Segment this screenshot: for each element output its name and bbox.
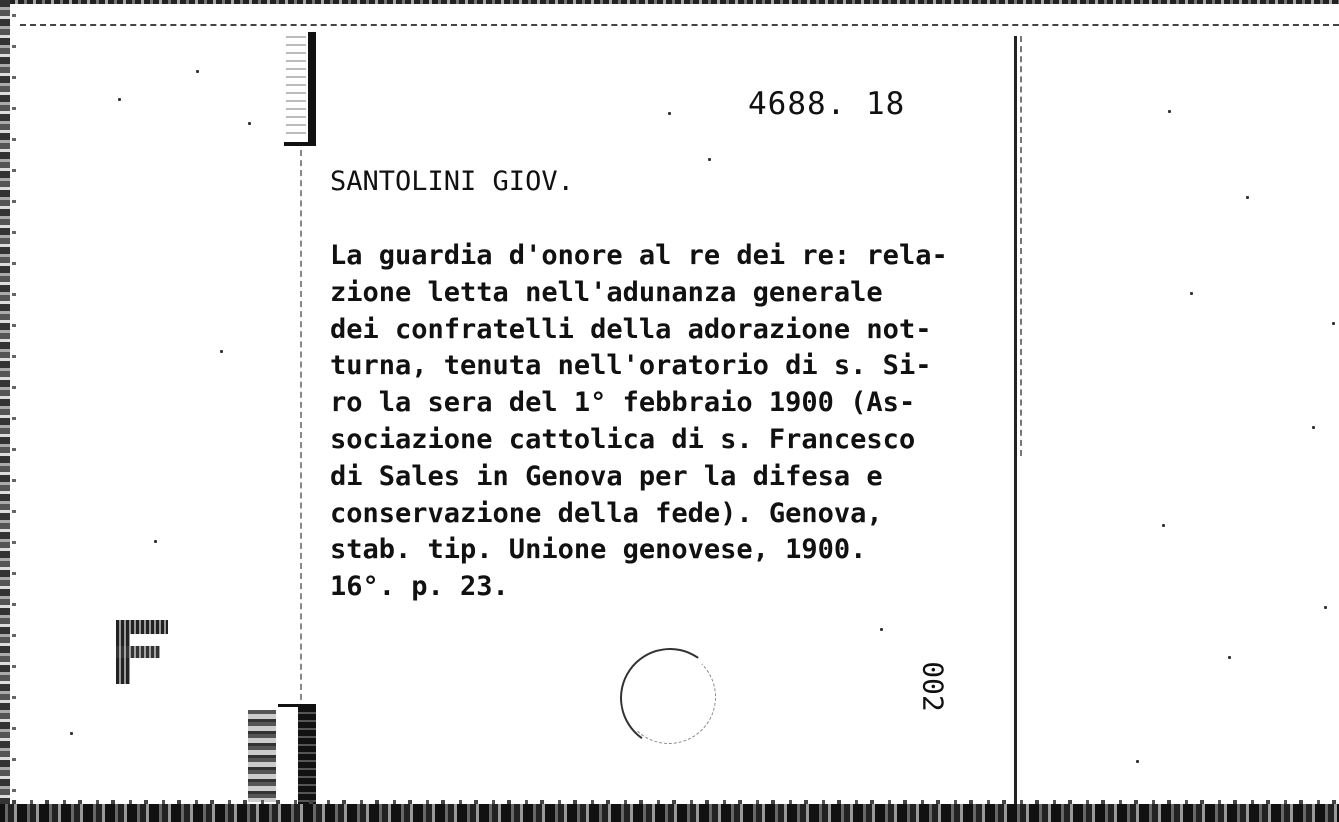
description-line: turna, tenuta nell'oratorio di s. Si- — [330, 350, 932, 382]
scan-left-edge — [0, 0, 10, 822]
speck — [70, 732, 73, 735]
scan-top-edge — [0, 0, 1339, 4]
speck — [1190, 292, 1193, 295]
description-line: stab. tip. Unione genovese, 1900. — [330, 534, 867, 566]
speck — [1312, 426, 1315, 429]
card-top-border — [20, 24, 1339, 26]
description-line: La guardia d'onore al re dei re: rela- — [330, 240, 948, 271]
speck — [118, 98, 121, 101]
call-number: 4688. 18 — [748, 86, 906, 122]
speck — [1324, 606, 1327, 609]
speck — [1136, 760, 1139, 763]
punch-hole-shadow — [622, 650, 716, 744]
speck — [1168, 110, 1171, 113]
author-heading: SANTOLINI GIOV. — [330, 166, 574, 197]
description-line: conservazione della fede). Genova, — [330, 497, 883, 529]
speck — [1332, 322, 1335, 325]
f-marker-icon — [116, 620, 168, 684]
speck — [708, 158, 711, 161]
speck — [248, 122, 251, 125]
description-line: di Sales in Genova per la difesa e — [330, 460, 883, 492]
scan-bottom-edge — [0, 804, 1339, 822]
description-line: sociazione cattolica di s. Francesco — [330, 423, 916, 455]
speck — [1246, 196, 1249, 199]
speck — [196, 70, 199, 73]
speck — [880, 628, 883, 631]
bracket-top-shade — [286, 30, 306, 140]
bracket-top-horizontal — [284, 142, 316, 146]
speck — [668, 112, 671, 115]
description-line: dei confratelli della adorazione not- — [330, 313, 932, 345]
bibliographic-description — [330, 238, 948, 606]
description-line: zione letta nell'adunanza generale — [330, 276, 883, 308]
bracket-bottom-vertical — [298, 706, 316, 806]
bracket-top-vertical — [308, 32, 316, 144]
speck — [220, 350, 223, 353]
card-right-dashed-line — [1020, 36, 1022, 456]
speck — [154, 540, 157, 543]
side-number — [918, 650, 948, 720]
description-line: 16°. p. 23. — [330, 571, 509, 603]
side-number-text: 002 — [916, 661, 950, 712]
description-line: ro la sera del 1° febbraio 1900 (As- — [330, 387, 916, 419]
card-right-border — [1014, 36, 1017, 806]
scan-left-edge-noise — [12, 0, 16, 822]
speck — [1162, 524, 1165, 527]
bracket-bottom-shade — [248, 710, 276, 802]
card-left-dashed-line — [300, 150, 302, 710]
speck — [1228, 656, 1231, 659]
